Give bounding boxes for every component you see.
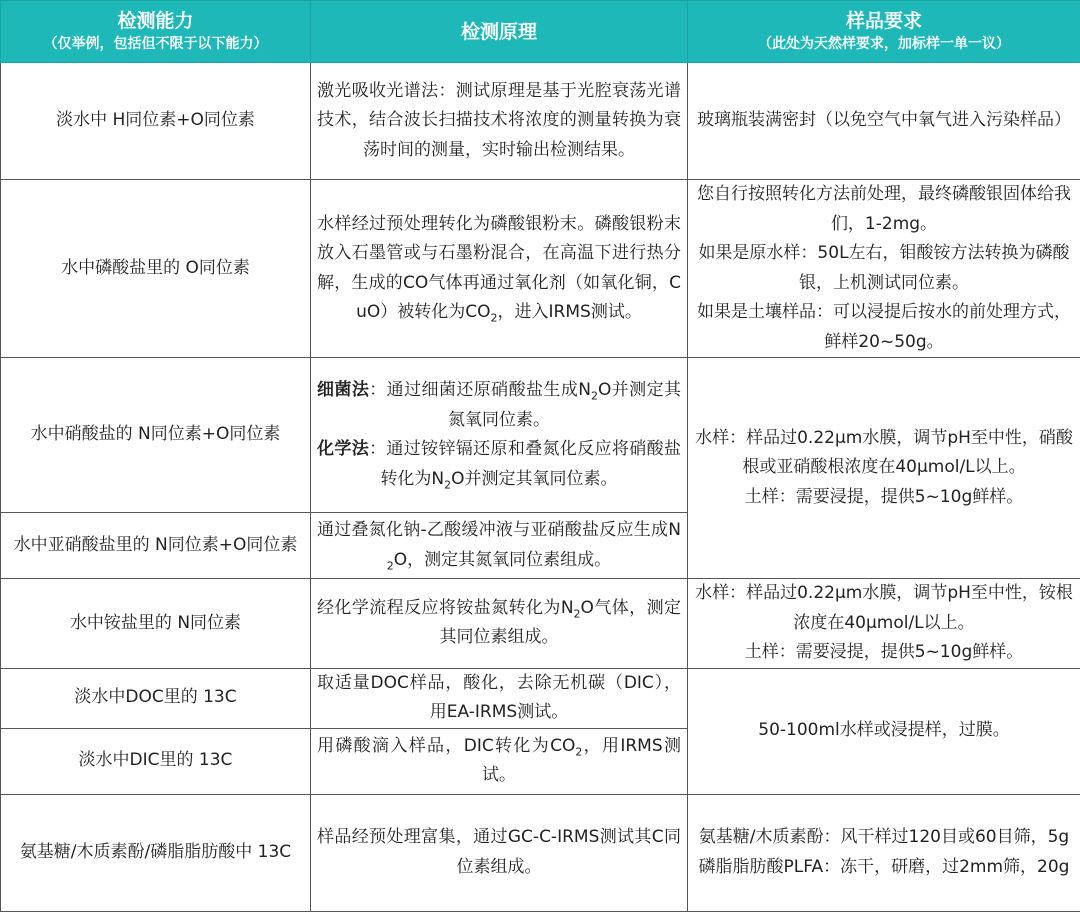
sample-line: 氨基糖/木质素酚：风干样过120目或60目筛，5g <box>694 823 1074 853</box>
principle-cell: 取适量DOC样品，酸化，去除无机碳（DIC），用EA-IRMS测试。 <box>311 668 688 728</box>
sample-cell <box>688 180 1080 358</box>
sample-line: 水样：样品过0.22μm水膜，调节pH至中性，铵根浓度在40μmol/L以上。 <box>694 579 1074 638</box>
sample-line: 土样：需要浸提，提供5~10g鲜样。 <box>694 638 1074 668</box>
principle-cell <box>311 358 688 513</box>
ability-cell: 水中亚硝酸盐里的 N同位素+O同位素 <box>1 513 311 579</box>
sample-line: 您自行按照转化方法前处理，最终磷酸银固体给我们，1-2mg。 <box>694 180 1074 239</box>
principle-cell: 经化学流程反应将铵盐氮转化为$N_2O$气体，测定其同位素组成。 <box>311 579 688 669</box>
sample-cell: 50-100ml水样或浸提样，过膜。 <box>688 668 1080 794</box>
ability-cell: 淡水中DIC里的 13C <box>1 728 311 794</box>
sample-cell <box>688 579 1080 669</box>
principle-cell: 用磷酸滴入样品，DIC转化为$CO_2$，用IRMS测试。 <box>311 728 688 794</box>
sample-line: 水样：样品过0.22μm水膜，调节pH至中性，硝酸根或亚硝酸根浓度在40μmol/L以上。 <box>694 424 1074 483</box>
sample-cell <box>688 358 1080 579</box>
method-bacterial: 细菌法：通过细菌还原硝酸盐生成$N_2O$并测定其氮氧同位素。 <box>317 376 681 435</box>
sample-cell: 玻璃瓶装满密封（以免空气中氧气进入污染样品） <box>688 63 1080 180</box>
table-row <box>1 668 1080 728</box>
sample-cell <box>688 794 1080 911</box>
method-chemical: 化学法：通过铵锌镉还原和叠氮化反应将硝酸盐转化为$N_2O$并测定其氧同位素。 <box>317 435 681 494</box>
ability-cell: 水中铵盐里的 N同位素 <box>1 579 311 669</box>
table-row <box>1 180 1080 358</box>
sample-line: 如果是原水样：50L左右，钼酸铵方法转换为磷酸银，上机测试同位素。 <box>694 239 1074 298</box>
principle-cell: 通过叠氮化钠-乙酸缓冲液与亚硝酸盐反应生成$N_2O$，测定其氮氧同位素组成。 <box>311 513 688 579</box>
principle-cell: 水样经过预处理转化为磷酸银粉末。磷酸银粉末放入石墨管或与石墨粉混合，在高温下进行热分解，生成的CO气体再通过氧化剂（如氧化铜，CuO）被转化为$CO_2$，进入IRMS测试。 <box>311 180 688 358</box>
ability-cell: 水中硝酸盐的 N同位素+O同位素 <box>1 358 311 513</box>
principle-cell: 样品经预处理富集，通过GC-C-IRMS测试其C同位素组成。 <box>311 794 688 911</box>
table-row <box>1 358 1080 513</box>
ability-cell: 淡水中DOC里的 13C <box>1 668 311 728</box>
table-header-row <box>1 1 1080 63</box>
ability-cell: 淡水中 H同位素+O同位素 <box>1 63 311 180</box>
sample-line: 土样：需要浸提，提供5~10g鲜样。 <box>694 483 1074 513</box>
table-row <box>1 794 1080 911</box>
sample-line: 磷脂脂肪酸PLFA：冻干，研磨，过2mm筛，20g <box>694 853 1074 883</box>
sample-line: 如果是土壤样品：可以浸提后按水的前处理方式，鲜样20~50g。 <box>694 298 1074 357</box>
principle-cell: 激光吸收光谱法：测试原理是基于光腔衰荡光谱技术，结合波长扫描技术将浓度的测量转换为衰荡时间的测量，实时输出检测结果。 <box>311 63 688 180</box>
header-principle: 检测原理 <box>311 1 688 63</box>
header-sample: 样品要求 （此处为天然样要求，加标样一单一议） <box>688 1 1080 63</box>
table-row <box>1 579 1080 669</box>
header-ability: 检测能力 （仅举例，包括但不限于以下能力） <box>1 1 311 63</box>
ability-cell: 水中磷酸盐里的 O同位素 <box>1 180 311 358</box>
table-row <box>1 63 1080 180</box>
ability-cell: 氨基糖/木质素酚/磷脂脂肪酸中 13C <box>1 794 311 911</box>
